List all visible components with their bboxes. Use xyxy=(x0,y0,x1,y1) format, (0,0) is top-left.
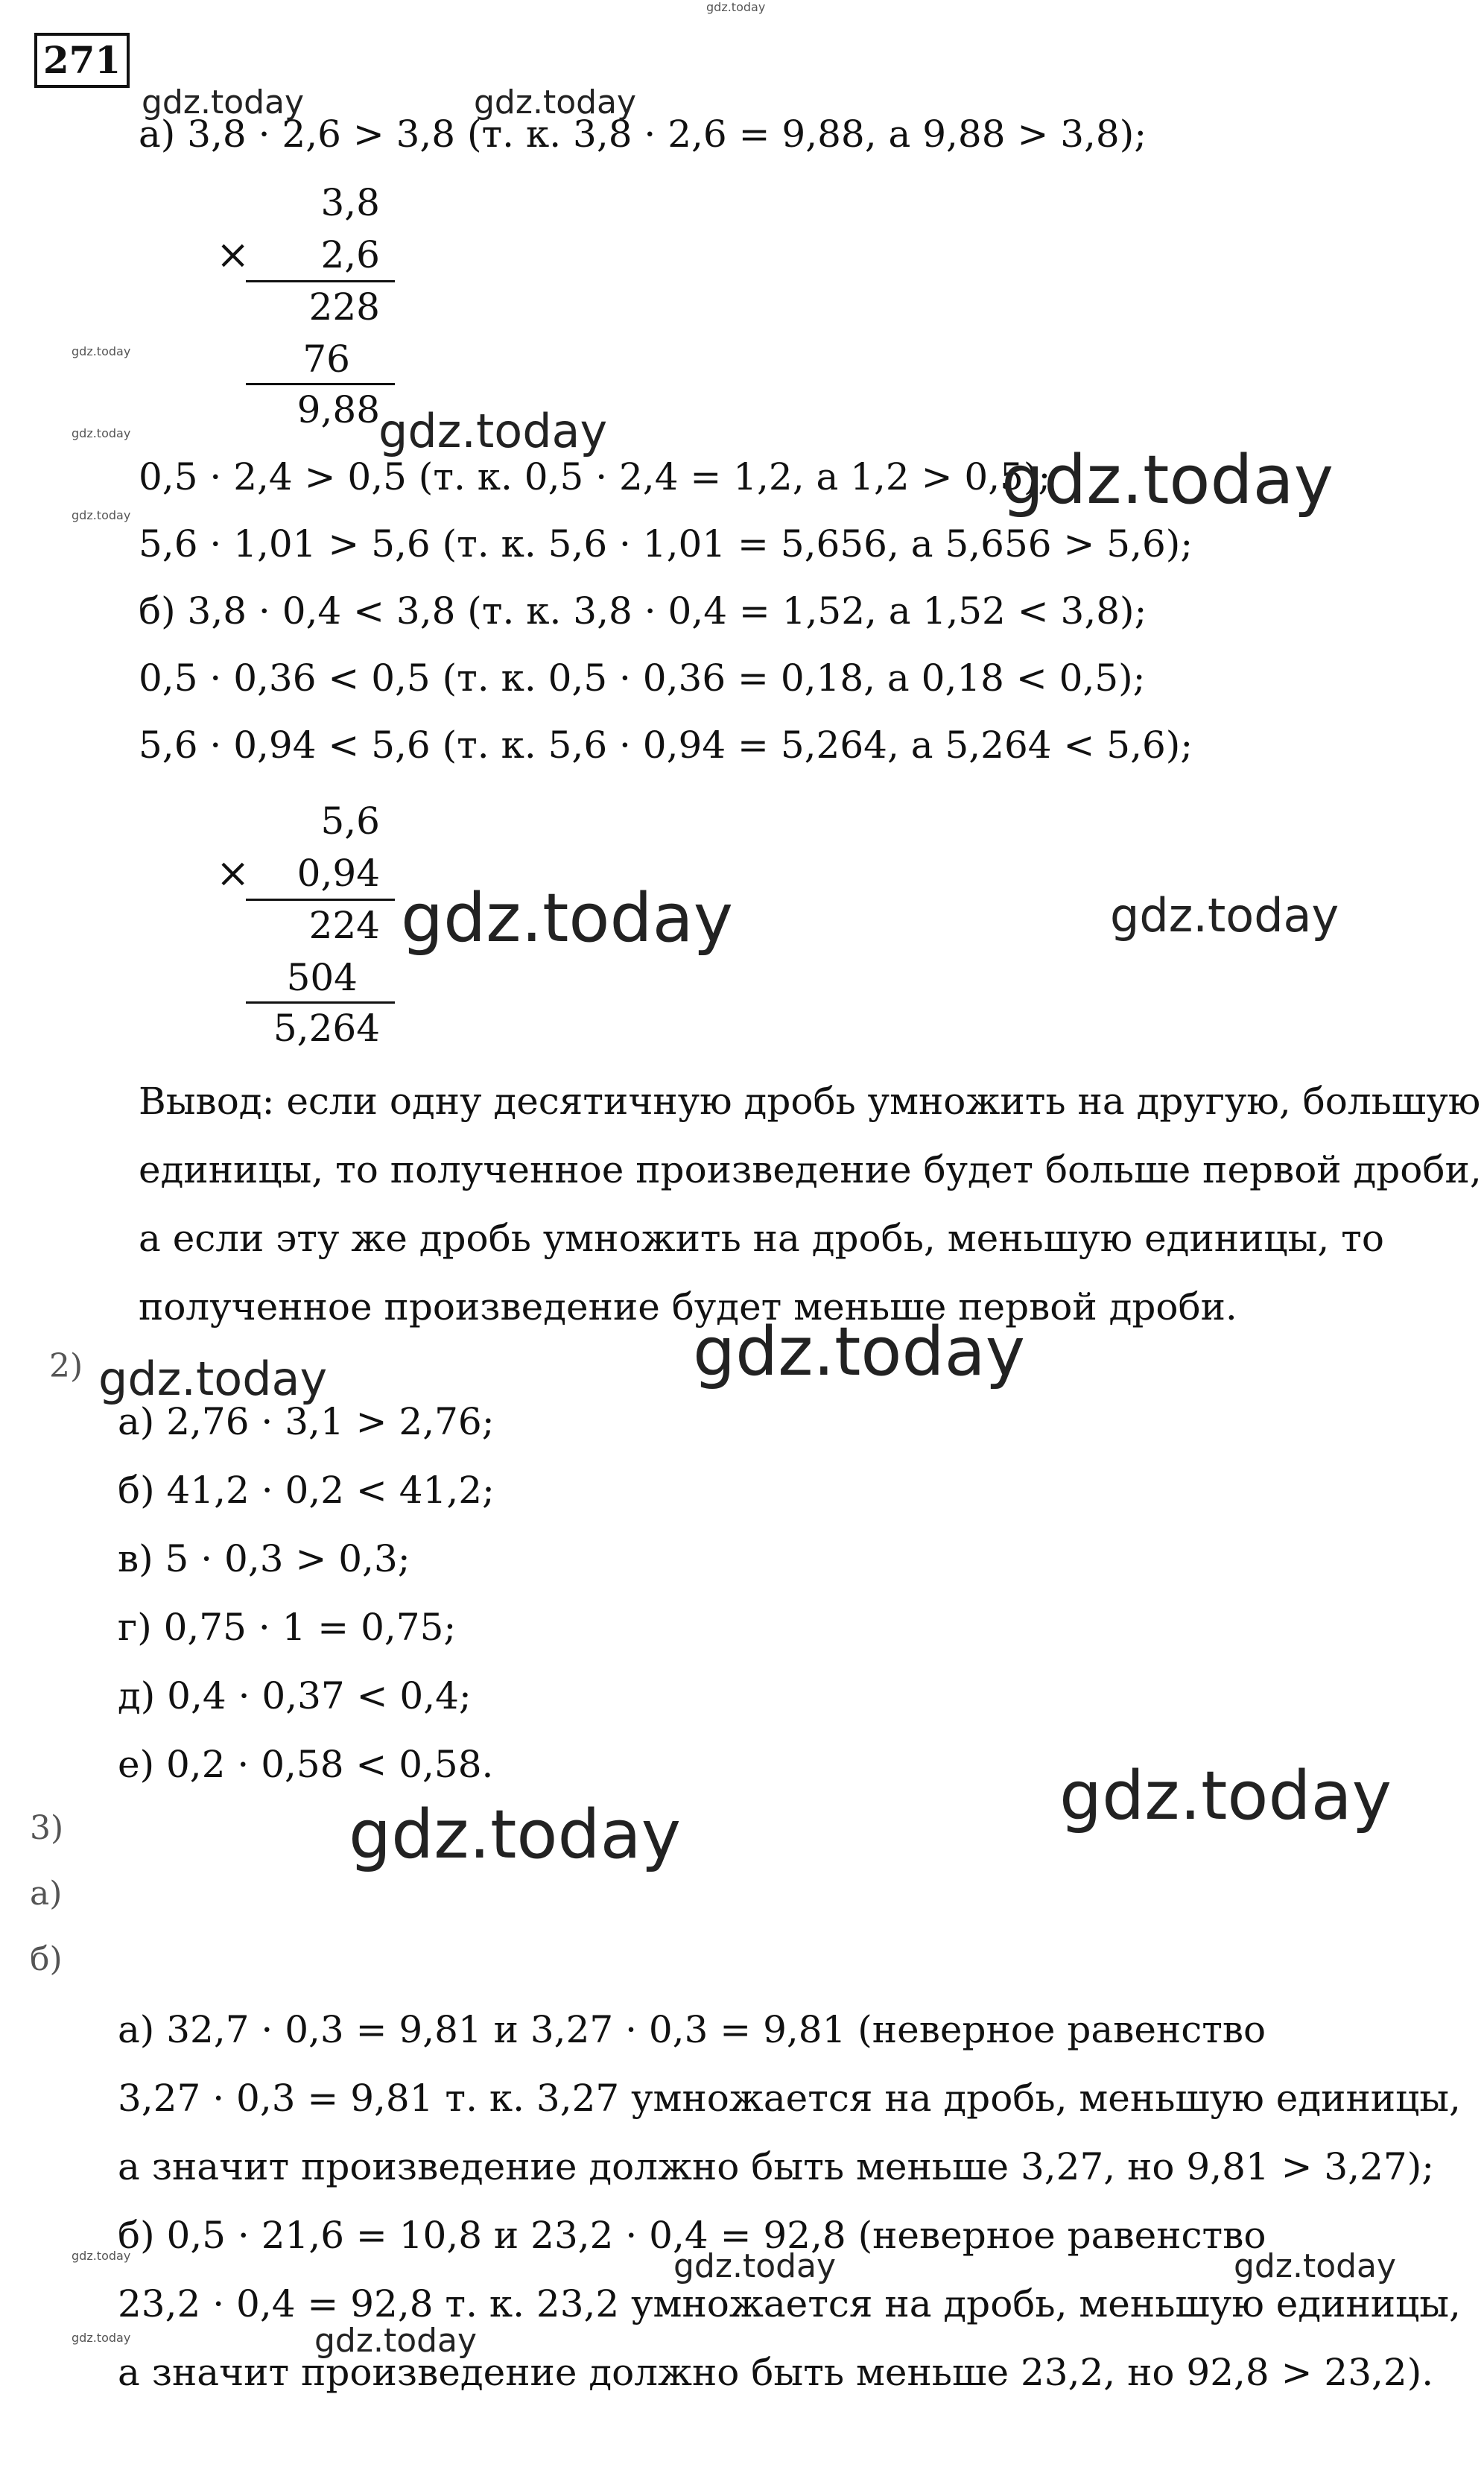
part3-line-2: 3,27 · 0,3 = 9,81 т. к. 3,27 умножается на дробь, меньшую единицы, xyxy=(118,2077,1461,2120)
part3-line-3: а значит произведение должно быть меньше 3,27, но 9,81 > 3,27); xyxy=(118,2145,1435,2188)
calc1-factor-1: 3,8 xyxy=(320,181,380,224)
part1-b-line-3: 5,6 · 0,94 < 5,6 (т. к. 5,6 · 0,94 = 5,264, а 5,264 < 5,6); xyxy=(139,723,1193,767)
watermark: gdz.today xyxy=(1001,441,1334,519)
multiply-sign-2: × xyxy=(216,849,250,896)
watermark: gdz.today xyxy=(1110,888,1339,943)
part3-line-5: 23,2 · 0,4 = 92,8 т. к. 23,2 умножается на дробь, меньшую единицы, xyxy=(118,2282,1461,2325)
calc1-rule-1 xyxy=(246,280,395,282)
watermark: gdz.today xyxy=(693,1313,1026,1391)
conclusion-line-1: Вывод: если одну десятичную дробь умножить на другую, большую xyxy=(139,1080,1481,1123)
part2-item-a: а) 2,76 · 3,1 > 2,76; xyxy=(118,1400,495,1443)
calc1-partial-2: 76 xyxy=(302,338,350,381)
part3-line-1: а) 32,7 · 0,3 = 9,81 и 3,27 · 0,3 = 9,81 (неверное равенство xyxy=(118,2008,1266,2051)
task-number: 271 xyxy=(34,33,130,88)
part1-b-line-1: б) 3,8 · 0,4 < 3,8 (т. к. 3,8 · 0,4 = 1,52, а 1,52 < 3,8); xyxy=(139,589,1147,633)
calc1-factor-2: 2,6 xyxy=(320,233,380,276)
watermark: gdz.today xyxy=(378,404,608,458)
part3-sub-b: б) xyxy=(30,1940,63,1978)
calc2-factor-2: 0,94 xyxy=(297,852,380,895)
watermark: gdz.today xyxy=(1059,1757,1392,1835)
part1-b-line-2: 0,5 · 0,36 < 0,5 (т. к. 0,5 · 0,36 = 0,18, а 0,18 < 0,5); xyxy=(139,656,1146,700)
part3-sub-a: а) xyxy=(30,1875,63,1913)
calc2-rule-1 xyxy=(246,899,395,901)
watermark: gdz.today xyxy=(142,83,305,121)
part3-line-6: а значит произведение должно быть меньше 23,2, но 92,8 > 23,2). xyxy=(118,2351,1434,2394)
calc1-partial-1: 228 xyxy=(308,285,380,329)
part3-line-4: б) 0,5 · 21,6 = 10,8 и 23,2 · 0,4 = 92,8 (неверное равенство xyxy=(118,2214,1266,2257)
part3-label: 3) xyxy=(30,1809,64,1847)
watermark: gdz.today xyxy=(349,1796,682,1874)
watermark: gdz.today xyxy=(72,2249,131,2263)
part1-a-line-2: 0,5 · 2,4 > 0,5 (т. к. 0,5 · 2,4 = 1,2, а 1,2 > 0,5); xyxy=(139,455,1051,498)
watermark: gdz.today xyxy=(98,1352,328,1406)
calc2-rule-2 xyxy=(246,1001,395,1004)
part2-item-e: е) 0,2 · 0,58 < 0,58. xyxy=(118,1743,494,1786)
calc1-rule-2 xyxy=(246,383,395,385)
multiply-sign-1: × xyxy=(216,231,250,278)
conclusion-line-4: полученное произведение будет меньше первой дроби. xyxy=(139,1285,1237,1329)
watermark: gdz.today xyxy=(72,508,131,522)
calc1-result: 9,88 xyxy=(297,388,380,431)
calc2-partial-1: 224 xyxy=(308,904,380,947)
part1-a-line-1: а) 3,8 · 2,6 > 3,8 (т. к. 3,8 · 2,6 = 9,88, а 9,88 > 3,8); xyxy=(139,113,1147,156)
part2-item-v: в) 5 · 0,3 > 0,3; xyxy=(118,1537,410,1580)
watermark: gdz.today xyxy=(474,83,637,121)
part2-label: 2) xyxy=(49,1347,83,1385)
watermark: gdz.today xyxy=(72,344,131,358)
watermark: gdz.today xyxy=(673,2247,837,2285)
part1-a-line-3: 5,6 · 1,01 > 5,6 (т. к. 5,6 · 1,01 = 5,656, а 5,656 > 5,6); xyxy=(139,522,1193,566)
conclusion-line-3: а если эту же дробь умножить на дробь, меньшую единицы, то xyxy=(139,1217,1384,1260)
calc2-partial-2: 504 xyxy=(286,956,358,999)
watermark: gdz.today xyxy=(314,2322,478,2360)
watermark: gdz.today xyxy=(72,2331,131,2345)
part2-item-d: д) 0,4 · 0,37 < 0,4; xyxy=(118,1674,472,1717)
conclusion-line-2: единицы, то полученное произведение будет больше первой дроби, xyxy=(139,1148,1482,1191)
calc2-factor-1: 5,6 xyxy=(320,799,380,843)
calc2-result: 5,264 xyxy=(273,1007,380,1050)
watermark: gdz.today xyxy=(72,426,131,440)
part2-item-b: б) 41,2 · 0,2 < 41,2; xyxy=(118,1469,495,1512)
watermark: gdz.today xyxy=(1234,2247,1397,2285)
watermark: gdz.today xyxy=(401,879,734,957)
watermark: gdz.today xyxy=(706,0,766,14)
part2-item-g: г) 0,75 · 1 = 0,75; xyxy=(118,1606,457,1649)
